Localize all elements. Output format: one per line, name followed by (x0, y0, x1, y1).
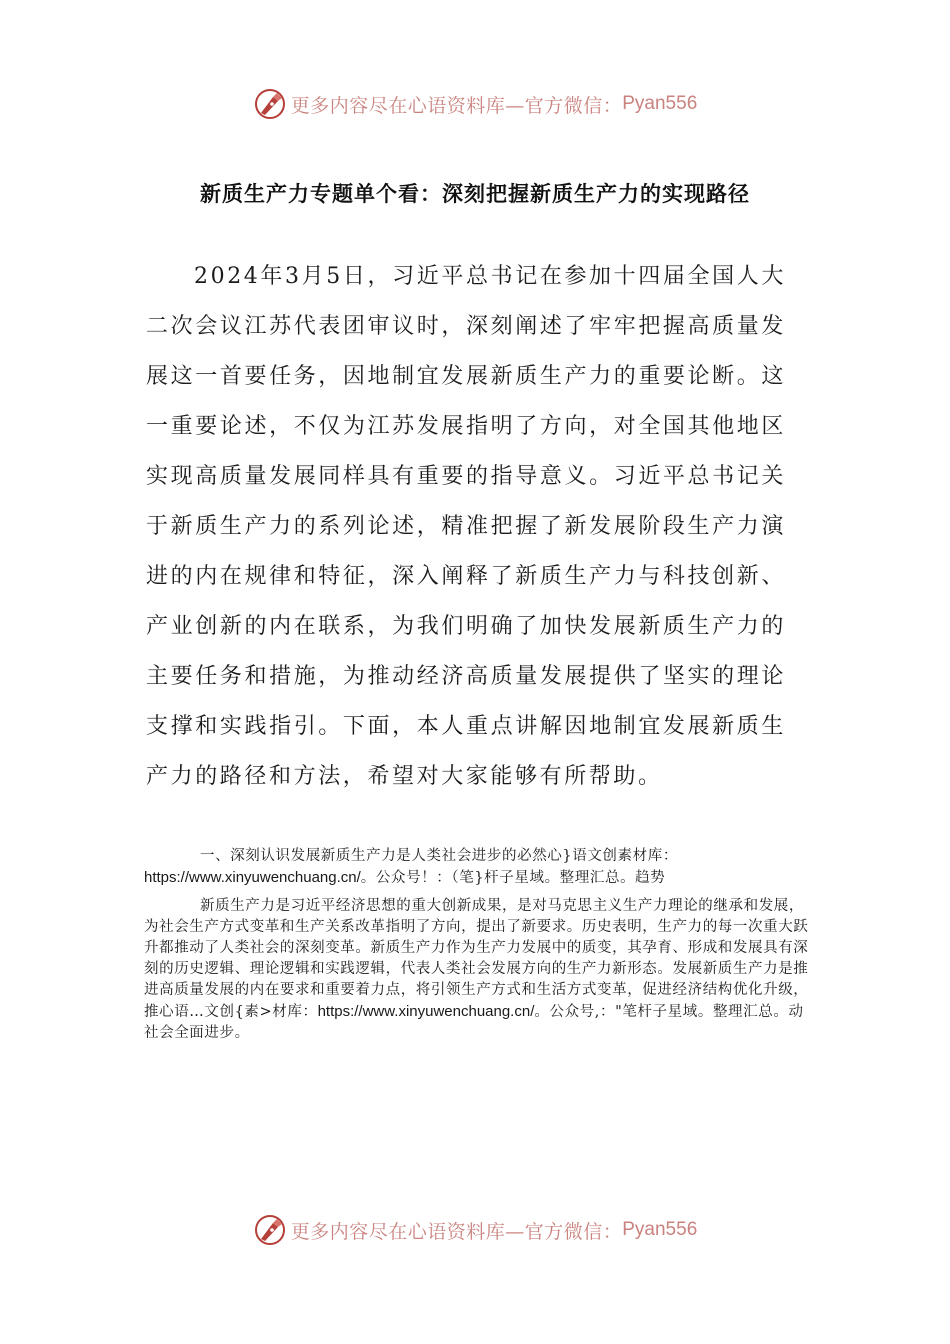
body-paragraph-link[interactable]: https://www.xinyuwenchuang.cn/ (317, 1003, 535, 1020)
section-heading-text: 一、深刻认识发展新质生产力是人类社会进步的必然心}语文创素材库： (200, 848, 678, 864)
section-heading-link[interactable]: https://www.xinyuwenchuang.cn/ (144, 869, 361, 886)
pen-nib-logo-icon (253, 1213, 287, 1247)
banner-text: 更多内容尽在心语资料库—官方微信： (290, 1220, 623, 1243)
body-paragraph (144, 896, 814, 1044)
banner-wechat-id: Pyan556 (622, 1219, 698, 1240)
footer-banner (0, 1210, 950, 1250)
intro-paragraph: 2024年3月5日，习近平总书记在参加十四届全国人大二次会议江苏代表团审议时，深刻阐述了牢牢把握高质量发展这一首要任务，因地制宜发展新质生产力的重要论断。这一重要论述，不仅为江苏发展指明了方向，对全国其他地区实现高质量发展同样具有重要的指导意义。习近平总书记关于新质生产力的系列论述，精准把握了新发展阶段生产力演进的内在规律和特征，深入阐释了新质生产力与科技创新、产业创新的内在联系，为我们明确了加快发展新质生产力的主要任务和措施，为推动经济高质量发展提供了坚实的理论支撑和实践指引。下面，本人重点讲解因地制宜发展新质生产力的路径和方法，希望对大家能够有所帮助。 (146, 264, 786, 789)
banner-wechat-id: Pyan556 (622, 93, 698, 114)
body-paragraph-text: 新质生产力是习近平经济思想的重大创新成果，是对马克思主义生产力理论的继承和发展，为社会生产方式变革和生产关系改革指明了方向，提出了新要求。历史表明，生产力的每一次重大跃升都推动了人类社会的深刻变革。新质生产力作为生产力发展中的质变，其孕育、形成和发展具有深刻的历史逻辑、理论逻辑和实践逻辑，代表人类社会发展方向的生产力新形态。发展新质生产力是推进高质量发展的内在要求和重要着力点，将引领生产方式和生活方式变革，促进经济结构优化升级，推心语…文创{素>材库： (144, 898, 809, 1020)
header-banner (0, 84, 950, 124)
document-title: 新质生产力专题单个看：深刻把握新质生产力的实现路径 (200, 181, 750, 206)
banner-text: 更多内容尽在心语资料库—官方微信： (290, 94, 623, 117)
section-heading-tail: 。公众号！：（笔}杆子星域。整理汇总。趋势 (360, 870, 666, 886)
body-paragraph-tail: 。公众号,："笔杆子星域。整理汇总。动社会全面进步。 (144, 1004, 804, 1041)
section-heading (144, 846, 814, 889)
pen-nib-logo-icon (253, 87, 287, 121)
